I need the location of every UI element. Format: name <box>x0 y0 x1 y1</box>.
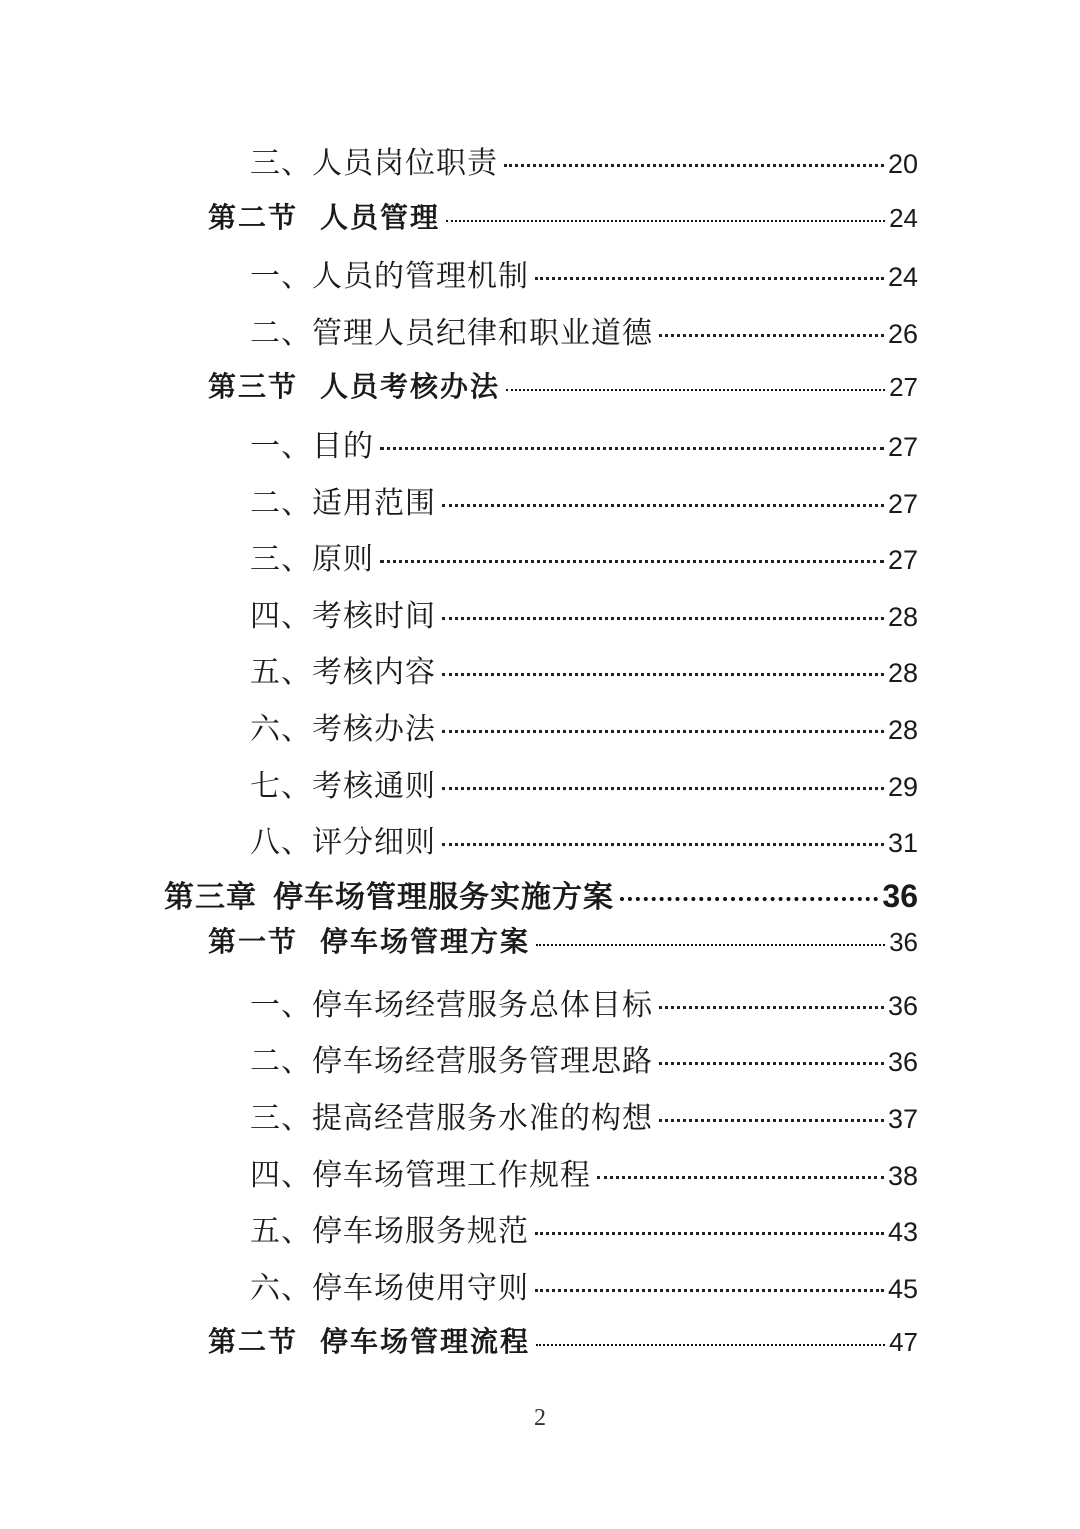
toc-entry-page: 24 <box>887 262 918 293</box>
toc-entry-page: 27 <box>887 431 918 462</box>
toc-entry[interactable] <box>0 466 1080 523</box>
toc-dot-leader <box>659 1062 884 1065</box>
toc-entry[interactable] <box>0 296 1080 353</box>
toc-entry-number: 一、 <box>250 259 312 295</box>
toc-entry-number: 一、 <box>250 428 312 464</box>
toc-entry[interactable] <box>0 1194 1080 1251</box>
toc-entry-number: 八、 <box>250 825 312 861</box>
toc-entry-page: 36 <box>889 926 918 957</box>
toc-entry-title: 停车场经营服务管理思路 <box>312 1044 653 1080</box>
toc-entry-title: 考核办法 <box>312 711 436 747</box>
toc-dot-leader <box>442 730 884 733</box>
toc-entry[interactable] <box>0 968 1080 1025</box>
toc-dot-leader <box>442 843 884 846</box>
toc-entry[interactable] <box>0 522 1080 579</box>
toc-entry-number: 三、 <box>250 542 312 578</box>
toc-entry-title: 停车场管理工作规程 <box>312 1157 591 1193</box>
toc-chapter-entry[interactable] <box>0 862 1080 914</box>
toc-entry[interactable] <box>0 183 1080 240</box>
toc-entry-number: 第一节 <box>208 924 299 958</box>
toc-entry-page: 38 <box>887 1160 918 1191</box>
toc-entry-page: 36 <box>887 1047 918 1078</box>
toc-entry-page: 36 <box>882 877 918 914</box>
toc-entry-page: 28 <box>887 601 918 632</box>
toc-dot-leader <box>442 673 884 676</box>
toc-entry[interactable] <box>0 352 1080 409</box>
toc-dot-leader <box>506 389 885 391</box>
toc-entry-title: 停车场使用守则 <box>312 1270 529 1306</box>
toc-dot-leader <box>380 447 884 450</box>
toc-entry[interactable] <box>0 1081 1080 1138</box>
toc-dot-leader <box>536 944 885 946</box>
toc-entry-title: 考核内容 <box>312 655 436 691</box>
toc-entry[interactable] <box>0 805 1080 862</box>
toc-entry[interactable] <box>0 409 1080 466</box>
toc-entry-number: 三、 <box>250 1100 312 1136</box>
toc-entry[interactable] <box>0 749 1080 806</box>
toc-dot-leader <box>535 1232 884 1235</box>
toc-entry-number: 第二节 <box>208 1325 299 1359</box>
toc-entry[interactable] <box>0 692 1080 749</box>
toc-dot-leader <box>380 560 884 563</box>
toc-dot-leader <box>535 1289 884 1292</box>
toc-entry-page: 45 <box>887 1273 918 1304</box>
toc-entry-page: 27 <box>889 372 918 403</box>
toc-entry-page: 36 <box>887 990 918 1021</box>
toc-entry-title: 考核通则 <box>312 768 436 804</box>
toc-entry-title: 人员的管理机制 <box>312 259 529 295</box>
toc-entry-page: 26 <box>887 318 918 349</box>
toc-dot-leader <box>504 164 884 167</box>
toc-entry-number: 六、 <box>250 1270 312 1306</box>
toc-entry-title: 停车场经营服务总体目标 <box>312 987 653 1023</box>
toc-entry[interactable] <box>0 126 1080 183</box>
toc-dot-leader <box>442 787 884 790</box>
toc-entry-number: 第三节 <box>208 370 299 404</box>
toc-dot-leader <box>620 897 878 901</box>
toc-entry-title: 停车场管理服务实施方案 <box>273 879 614 915</box>
toc-entry-number: 第二节 <box>208 200 299 234</box>
toc-entry-page: 24 <box>889 202 918 233</box>
toc-entry[interactable] <box>0 239 1080 296</box>
toc-dot-leader <box>442 504 884 507</box>
toc-entry-title: 管理人员纪律和职业道德 <box>312 315 653 351</box>
toc-entry-title: 停车场管理流程 <box>320 1325 531 1359</box>
toc-dot-leader <box>535 277 884 280</box>
toc-dot-leader <box>659 334 884 337</box>
toc-entry-title: 考核时间 <box>312 598 436 634</box>
toc-entry-number: 四、 <box>250 1157 312 1193</box>
toc-entry-title: 适用范围 <box>312 485 436 521</box>
table-of-contents <box>0 126 1080 1364</box>
toc-dot-leader <box>442 617 884 620</box>
toc-dot-leader <box>597 1176 884 1179</box>
toc-entry[interactable] <box>0 1251 1080 1308</box>
toc-entry-title: 目的 <box>312 428 374 464</box>
toc-entry-title: 评分细则 <box>312 825 436 861</box>
toc-entry-page: 37 <box>887 1103 918 1134</box>
toc-entry-number: 二、 <box>250 1044 312 1080</box>
toc-entry-title: 停车场服务规范 <box>312 1214 529 1250</box>
toc-entry[interactable] <box>0 914 1080 968</box>
toc-entry-number: 五、 <box>250 1214 312 1250</box>
toc-entry-title: 提高经营服务水准的构想 <box>312 1100 653 1136</box>
toc-dot-leader <box>446 220 885 222</box>
toc-entry-number: 六、 <box>250 711 312 747</box>
toc-entry-title: 人员岗位职责 <box>312 146 498 181</box>
toc-entry-title: 停车场管理方案 <box>320 924 531 958</box>
toc-entry[interactable] <box>0 635 1080 692</box>
toc-entry-number: 五、 <box>250 655 312 691</box>
toc-entry[interactable] <box>0 1307 1080 1364</box>
toc-entry-number: 第三章 <box>164 879 257 915</box>
toc-entry-title: 人员考核办法 <box>320 370 501 404</box>
toc-dot-leader <box>536 1344 885 1346</box>
toc-entry-page: 20 <box>887 149 918 179</box>
toc-entry[interactable] <box>0 579 1080 636</box>
toc-entry-page: 29 <box>887 771 918 802</box>
toc-entry-page: 28 <box>887 658 918 689</box>
toc-entry-number: 三、 <box>250 146 312 181</box>
toc-entry-page: 31 <box>887 828 918 859</box>
toc-entry-page: 28 <box>887 714 918 745</box>
toc-entry-page: 43 <box>887 1217 918 1248</box>
toc-entry[interactable] <box>0 1024 1080 1081</box>
toc-dot-leader <box>659 1006 884 1009</box>
toc-entry-number: 一、 <box>250 987 312 1023</box>
toc-entry-number: 二、 <box>250 315 312 351</box>
toc-entry-page: 27 <box>887 545 918 576</box>
toc-entry-number: 二、 <box>250 485 312 521</box>
toc-entry[interactable] <box>0 1138 1080 1195</box>
toc-entry-page: 47 <box>889 1327 918 1358</box>
toc-entry-title: 原则 <box>312 542 374 578</box>
toc-entry-page: 27 <box>887 488 918 519</box>
toc-entry-number: 四、 <box>250 598 312 634</box>
toc-entry-title: 人员管理 <box>320 200 441 234</box>
toc-entry-number: 七、 <box>250 768 312 804</box>
page-number: 2 <box>534 1405 546 1431</box>
toc-dot-leader <box>659 1119 884 1122</box>
